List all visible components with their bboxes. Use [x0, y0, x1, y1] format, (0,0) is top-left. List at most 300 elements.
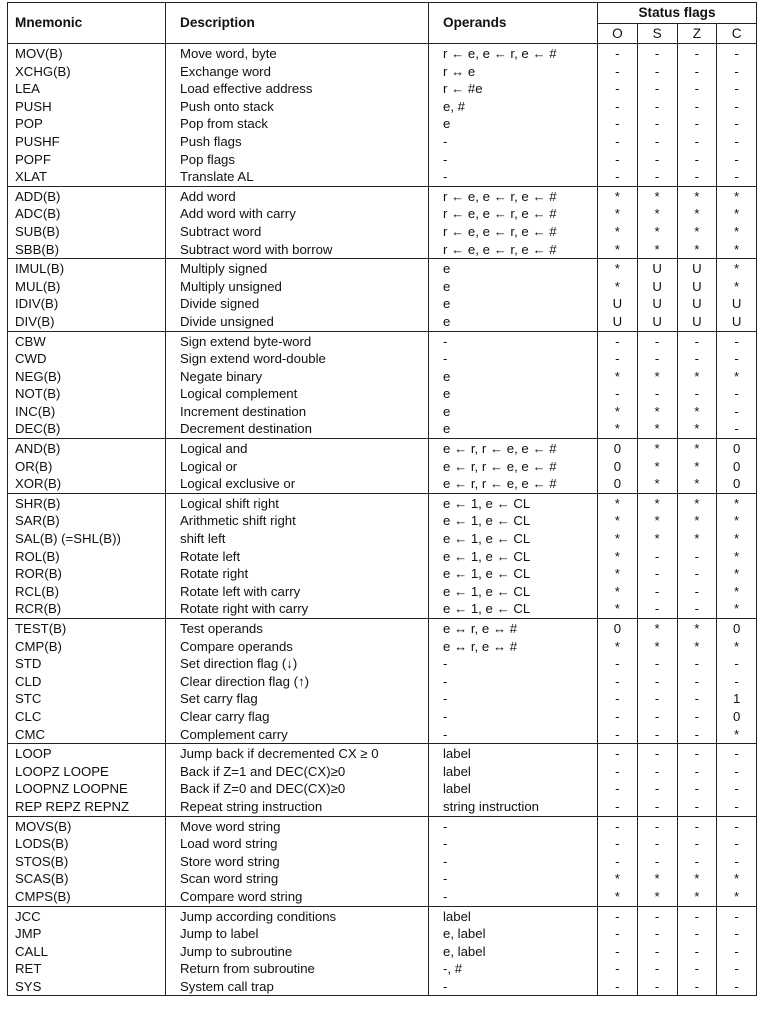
operands-cell: r ↔ e — [429, 63, 598, 81]
flag-c-cell: - — [734, 673, 739, 689]
operands-cell: - — [429, 888, 598, 906]
mnemonic-cell: CALL — [8, 943, 166, 961]
flag-o-cell: 0 — [598, 439, 638, 458]
table-row — [8, 259, 757, 278]
mnemonic-cell: DEC(B) — [8, 420, 166, 438]
flag-s-cell: * — [637, 512, 677, 530]
flag-z-cell: - — [677, 115, 717, 133]
description-cell: Set direction flag (↓) — [166, 655, 429, 673]
mnemonic-cell: CMPS(B) — [8, 888, 166, 906]
table-row — [8, 906, 757, 925]
table-row — [8, 816, 757, 835]
mnemonic-cell: PUSHF — [8, 133, 166, 151]
table-row — [8, 943, 757, 961]
flag-c-cell: - — [734, 169, 739, 185]
mnemonic-cell: STOS(B) — [8, 853, 166, 871]
operands-cell: e ← 1, e ← CL — [429, 512, 598, 530]
header-row — [8, 3, 757, 24]
operands-cell: -, # — [429, 960, 598, 978]
flag-s-cell: * — [637, 223, 677, 241]
flag-s-cell: - — [637, 673, 677, 691]
flag-z-cell: - — [677, 763, 717, 781]
table-row — [8, 530, 757, 548]
flag-z-cell: * — [677, 888, 717, 906]
flag-c-cell: - — [734, 943, 739, 959]
flag-s-cell: * — [637, 439, 677, 458]
flag-c-cell: 0 — [732, 441, 741, 457]
description-cell: Rotate right with carry — [166, 600, 429, 618]
flag-s-cell: - — [637, 960, 677, 978]
description-cell: Increment destination — [166, 403, 429, 421]
flag-z-cell: - — [677, 835, 717, 853]
flag-c-cell: - — [734, 116, 739, 132]
operands-cell: e ← 1, e ← CL — [429, 600, 598, 618]
description-cell: Divide signed — [166, 295, 429, 313]
flag-s-cell: - — [637, 44, 677, 63]
flag-o-cell: - — [598, 798, 638, 816]
flag-header-s: S — [637, 24, 677, 44]
flag-s-cell: - — [637, 925, 677, 943]
operands-cell: e — [429, 385, 598, 403]
flag-s-cell: * — [637, 619, 677, 638]
flag-z-cell: U — [677, 313, 717, 331]
flag-z-cell: - — [677, 853, 717, 871]
flag-c-cell: - — [734, 763, 739, 779]
flag-z-cell: * — [677, 368, 717, 386]
mnemonic-cell: CLD — [8, 673, 166, 691]
table-row — [8, 151, 757, 169]
mnemonic-cell: XOR(B) — [8, 475, 166, 493]
flag-z-cell: * — [677, 512, 717, 530]
flag-c-cell: * — [734, 223, 740, 239]
operands-cell: - — [429, 870, 598, 888]
flag-o-cell: - — [598, 673, 638, 691]
flag-c-cell: - — [734, 781, 739, 797]
description-cell: Arithmetic shift right — [166, 512, 429, 530]
flag-o-cell: * — [598, 600, 638, 618]
flag-s-cell: * — [637, 403, 677, 421]
flag-z-cell: - — [677, 798, 717, 816]
description-cell: Divide unsigned — [166, 313, 429, 331]
table-row — [8, 925, 757, 943]
flag-s-cell: - — [637, 98, 677, 116]
flag-z-cell: * — [677, 475, 717, 493]
operands-cell: label — [429, 744, 598, 763]
flag-c-cell: * — [734, 566, 740, 582]
flag-s-cell: * — [637, 420, 677, 438]
operands-cell: e — [429, 115, 598, 133]
flag-z-cell: * — [677, 439, 717, 458]
table-row — [8, 673, 757, 691]
instruction-group — [8, 259, 757, 331]
flag-s-cell: - — [637, 655, 677, 673]
operands-cell: string instruction — [429, 798, 598, 816]
flag-z-cell: - — [677, 726, 717, 744]
flag-s-cell: * — [637, 493, 677, 512]
description-cell: Return from subroutine — [166, 960, 429, 978]
flag-z-cell: - — [677, 925, 717, 943]
flag-o-cell: * — [598, 548, 638, 566]
flag-z-cell: * — [677, 186, 717, 205]
mnemonic-cell: TEST(B) — [8, 619, 166, 638]
flag-z-cell: U — [677, 278, 717, 296]
flag-s-cell: * — [637, 368, 677, 386]
description-cell: Pop from stack — [166, 115, 429, 133]
description-cell: Logical exclusive or — [166, 475, 429, 493]
operands-cell: - — [429, 835, 598, 853]
flag-c-cell: * — [734, 888, 740, 904]
table-row — [8, 763, 757, 781]
flag-s-cell: - — [637, 133, 677, 151]
table-row — [8, 475, 757, 493]
mnemonic-cell: MOVS(B) — [8, 816, 166, 835]
flag-s-cell: - — [637, 978, 677, 996]
flag-s-cell: * — [637, 638, 677, 656]
flag-o-cell: * — [598, 403, 638, 421]
table-row — [8, 241, 757, 259]
flag-s-cell: * — [637, 870, 677, 888]
flag-s-cell: * — [637, 241, 677, 259]
mnemonic-cell: SHR(B) — [8, 493, 166, 512]
mnemonic-cell: CBW — [8, 331, 166, 350]
flag-o-cell: - — [598, 331, 638, 350]
flag-z-cell: - — [677, 690, 717, 708]
operands-cell: e, label — [429, 925, 598, 943]
description-cell: Clear direction flag (↑) — [166, 673, 429, 691]
flag-z-cell: * — [677, 493, 717, 512]
flag-c-cell: * — [734, 638, 740, 654]
flag-o-cell: * — [598, 223, 638, 241]
flag-o-cell: U — [598, 295, 638, 313]
flag-o-cell: * — [598, 493, 638, 512]
flag-o-cell: - — [598, 350, 638, 368]
table-row — [8, 331, 757, 350]
instruction-group — [8, 619, 757, 744]
flag-c-cell: * — [734, 206, 740, 222]
table-row — [8, 223, 757, 241]
flag-s-cell: - — [637, 63, 677, 81]
operands-cell: e — [429, 313, 598, 331]
flag-c-cell: * — [734, 583, 740, 599]
flag-o-cell: - — [598, 763, 638, 781]
flag-o-cell: 0 — [598, 475, 638, 493]
flag-o-cell: - — [598, 44, 638, 63]
flag-s-cell: U — [637, 313, 677, 331]
description-cell: shift left — [166, 530, 429, 548]
operands-cell: e, # — [429, 98, 598, 116]
flag-z-cell: U — [677, 259, 717, 278]
flag-c-cell: 0 — [732, 476, 741, 492]
table-row — [8, 638, 757, 656]
description-cell: Jump back if decremented CX ≥ 0 — [166, 744, 429, 763]
flag-o-cell: * — [598, 241, 638, 259]
table-row — [8, 168, 757, 186]
flag-s-cell: - — [637, 690, 677, 708]
flag-o-cell: - — [598, 98, 638, 116]
mnemonic-cell: AND(B) — [8, 439, 166, 458]
operands-cell: e ← 1, e ← CL — [429, 583, 598, 601]
description-cell: Store word string — [166, 853, 429, 871]
instruction-group — [8, 186, 757, 258]
description-cell: Sign extend word-double — [166, 350, 429, 368]
table-row — [8, 458, 757, 476]
mnemonic-cell: ADD(B) — [8, 186, 166, 205]
operands-cell: - — [429, 853, 598, 871]
flag-header-z: Z — [677, 24, 717, 44]
flag-c-cell: - — [734, 836, 739, 852]
table-row — [8, 600, 757, 618]
operands-cell: e — [429, 259, 598, 278]
description-cell: Back if Z=0 and DEC(CX)≥0 — [166, 780, 429, 798]
description-cell: Logical complement — [166, 385, 429, 403]
mnemonic-cell: POP — [8, 115, 166, 133]
table-row — [8, 420, 757, 438]
description-cell: Subtract word with borrow — [166, 241, 429, 259]
flag-s-cell: * — [637, 888, 677, 906]
operands-cell: e ← 1, e ← CL — [429, 493, 598, 512]
flag-c-cell: 0 — [732, 708, 741, 724]
instruction-group — [8, 44, 757, 187]
operands-cell: - — [429, 168, 598, 186]
instruction-group — [8, 816, 757, 906]
description-cell: Rotate left — [166, 548, 429, 566]
operands-cell: r ← e, e ← r, e ← # — [429, 223, 598, 241]
flag-s-cell: - — [637, 565, 677, 583]
mnemonic-cell: CMP(B) — [8, 638, 166, 656]
description-cell: Jump to subroutine — [166, 943, 429, 961]
flag-c-cell: * — [734, 368, 740, 384]
description-cell: Repeat string instruction — [166, 798, 429, 816]
description-cell: Negate binary — [166, 368, 429, 386]
table-row — [8, 439, 757, 458]
mnemonic-cell: SUB(B) — [8, 223, 166, 241]
flag-s-cell: - — [637, 583, 677, 601]
flag-z-cell: - — [677, 98, 717, 116]
mnemonic-cell: LOOP — [8, 744, 166, 763]
mnemonic-cell: STD — [8, 655, 166, 673]
mnemonic-cell: SBB(B) — [8, 241, 166, 259]
operands-cell: e ← 1, e ← CL — [429, 548, 598, 566]
status-flags-header: Status flags — [598, 3, 757, 24]
flag-c-cell: - — [734, 333, 739, 349]
mnemonic-cell: NOT(B) — [8, 385, 166, 403]
flag-o-cell: * — [598, 530, 638, 548]
flag-c-cell: U — [731, 296, 742, 312]
flag-z-cell: - — [677, 80, 717, 98]
description-cell: Move word, byte — [166, 44, 429, 63]
operands-cell: - — [429, 726, 598, 744]
mnemonic-cell: SAL(B) (=SHL(B)) — [8, 530, 166, 548]
operands-cell: - — [429, 331, 598, 350]
mnemonic-cell: JCC — [8, 906, 166, 925]
flag-o-cell: - — [598, 943, 638, 961]
flag-s-cell: - — [637, 548, 677, 566]
description-cell: Translate AL — [166, 168, 429, 186]
flag-o-cell: - — [598, 63, 638, 81]
flag-z-cell: * — [677, 458, 717, 476]
table-row — [8, 726, 757, 744]
flag-z-cell: - — [677, 350, 717, 368]
description-cell: Multiply unsigned — [166, 278, 429, 296]
flag-z-cell: - — [677, 548, 717, 566]
operands-cell: - — [429, 350, 598, 368]
table-row — [8, 80, 757, 98]
operands-cell: e ← 1, e ← CL — [429, 565, 598, 583]
flag-z-cell: - — [677, 63, 717, 81]
flag-c-cell: * — [734, 601, 740, 617]
flag-o-cell: - — [598, 925, 638, 943]
flag-s-cell: * — [637, 475, 677, 493]
operands-cell: - — [429, 816, 598, 835]
flag-o-cell: - — [598, 853, 638, 871]
operands-cell: e, label — [429, 943, 598, 961]
flag-c-cell: - — [734, 926, 739, 942]
flag-z-cell: - — [677, 708, 717, 726]
mnemonic-cell: STC — [8, 690, 166, 708]
flag-s-cell: - — [637, 385, 677, 403]
description-cell: Logical or — [166, 458, 429, 476]
operands-cell: - — [429, 151, 598, 169]
flag-s-cell: - — [637, 835, 677, 853]
mnemonic-cell: DIV(B) — [8, 313, 166, 331]
operands-cell: e ← 1, e ← CL — [429, 530, 598, 548]
flag-c-cell: 0 — [732, 458, 741, 474]
flag-c-cell: - — [734, 961, 739, 977]
flag-c-cell: - — [734, 46, 739, 61]
flag-o-cell: - — [598, 816, 638, 835]
mnemonic-cell: ADC(B) — [8, 205, 166, 223]
flag-s-cell: * — [637, 458, 677, 476]
flag-s-cell: U — [637, 278, 677, 296]
table-row — [8, 205, 757, 223]
table-row — [8, 798, 757, 816]
flag-z-cell: - — [677, 331, 717, 350]
flag-s-cell: - — [637, 350, 677, 368]
flag-o-cell: - — [598, 168, 638, 186]
flag-z-cell: U — [677, 295, 717, 313]
flag-c-cell: - — [734, 818, 739, 834]
mnemonic-cell: CWD — [8, 350, 166, 368]
flag-z-cell: * — [677, 403, 717, 421]
table-row — [8, 278, 757, 296]
flag-o-cell: 0 — [598, 458, 638, 476]
flag-z-cell: - — [677, 943, 717, 961]
flag-c-cell: - — [734, 98, 739, 114]
flag-s-cell: - — [637, 763, 677, 781]
mnemonic-cell: SYS — [8, 978, 166, 996]
mnemonic-cell: IDIV(B) — [8, 295, 166, 313]
flag-s-cell: * — [637, 530, 677, 548]
flag-z-cell: - — [677, 816, 717, 835]
mnemonic-cell: POPF — [8, 151, 166, 169]
flag-c-cell: 1 — [732, 691, 741, 707]
description-header: Description — [166, 3, 429, 44]
description-cell: Add word — [166, 186, 429, 205]
flag-z-cell: * — [677, 223, 717, 241]
operands-cell: - — [429, 690, 598, 708]
flag-c-cell: - — [734, 656, 739, 672]
description-cell: Test operands — [166, 619, 429, 638]
flag-c-cell: * — [734, 278, 740, 294]
flag-o-cell: - — [598, 708, 638, 726]
description-cell: Push onto stack — [166, 98, 429, 116]
flag-c-cell: - — [734, 63, 739, 79]
mnemonic-cell: ROR(B) — [8, 565, 166, 583]
flag-c-cell: * — [734, 261, 740, 277]
instruction-group — [8, 744, 757, 816]
table-row — [8, 655, 757, 673]
mnemonic-cell: ROL(B) — [8, 548, 166, 566]
operands-cell: e ↔ r, e ↔ # — [429, 619, 598, 638]
operands-cell: r ← #e — [429, 80, 598, 98]
mnemonic-cell: LEA — [8, 80, 166, 98]
flag-c-cell: - — [734, 421, 739, 437]
description-cell: Subtract word — [166, 223, 429, 241]
table-row — [8, 98, 757, 116]
mnemonic-cell: LOOPZ LOOPE — [8, 763, 166, 781]
flag-c-cell: * — [734, 495, 740, 511]
table-row — [8, 978, 757, 996]
mnemonic-cell: RET — [8, 960, 166, 978]
instruction-group — [8, 331, 757, 439]
mnemonic-cell: XCHG(B) — [8, 63, 166, 81]
flag-o-cell: * — [598, 186, 638, 205]
flag-z-cell: - — [677, 385, 717, 403]
flag-z-cell: - — [677, 978, 717, 996]
flag-header-c: C — [731, 26, 742, 41]
operands-cell: e ← r, r ← e, e ← # — [429, 439, 598, 458]
flag-o-cell: - — [598, 726, 638, 744]
mnemonic-cell: CLC — [8, 708, 166, 726]
flag-z-cell: - — [677, 906, 717, 925]
operands-cell: - — [429, 655, 598, 673]
flag-s-cell: - — [637, 151, 677, 169]
flag-header-o: O — [598, 24, 638, 44]
flag-o-cell: * — [598, 205, 638, 223]
flag-c-cell: - — [734, 908, 739, 924]
mnemonic-cell: XLAT — [8, 168, 166, 186]
description-cell: Complement carry — [166, 726, 429, 744]
mnemonic-cell: CMC — [8, 726, 166, 744]
operands-cell: r ← e, e ← r, e ← # — [429, 44, 598, 63]
operands-cell: e — [429, 420, 598, 438]
flag-z-cell: - — [677, 960, 717, 978]
flag-s-cell: U — [637, 295, 677, 313]
flag-s-cell: - — [637, 816, 677, 835]
flag-o-cell: * — [598, 368, 638, 386]
table-row — [8, 690, 757, 708]
flag-o-cell: - — [598, 115, 638, 133]
table-row — [8, 870, 757, 888]
table-row — [8, 44, 757, 63]
flag-c-cell: 0 — [732, 621, 741, 636]
flag-z-cell: * — [677, 619, 717, 638]
mnemonic-cell: JMP — [8, 925, 166, 943]
flag-c-cell: * — [734, 188, 740, 204]
operands-cell: label — [429, 780, 598, 798]
flag-s-cell: - — [637, 726, 677, 744]
operands-cell: e ← r, r ← e, e ← # — [429, 475, 598, 493]
description-cell: Jump to label — [166, 925, 429, 943]
description-cell: Move word string — [166, 816, 429, 835]
flag-o-cell: * — [598, 512, 638, 530]
description-cell: Push flags — [166, 133, 429, 151]
mnemonic-cell: RCR(B) — [8, 600, 166, 618]
table-row — [8, 368, 757, 386]
operands-cell: e — [429, 403, 598, 421]
operands-cell: - — [429, 673, 598, 691]
mnemonic-cell: MUL(B) — [8, 278, 166, 296]
